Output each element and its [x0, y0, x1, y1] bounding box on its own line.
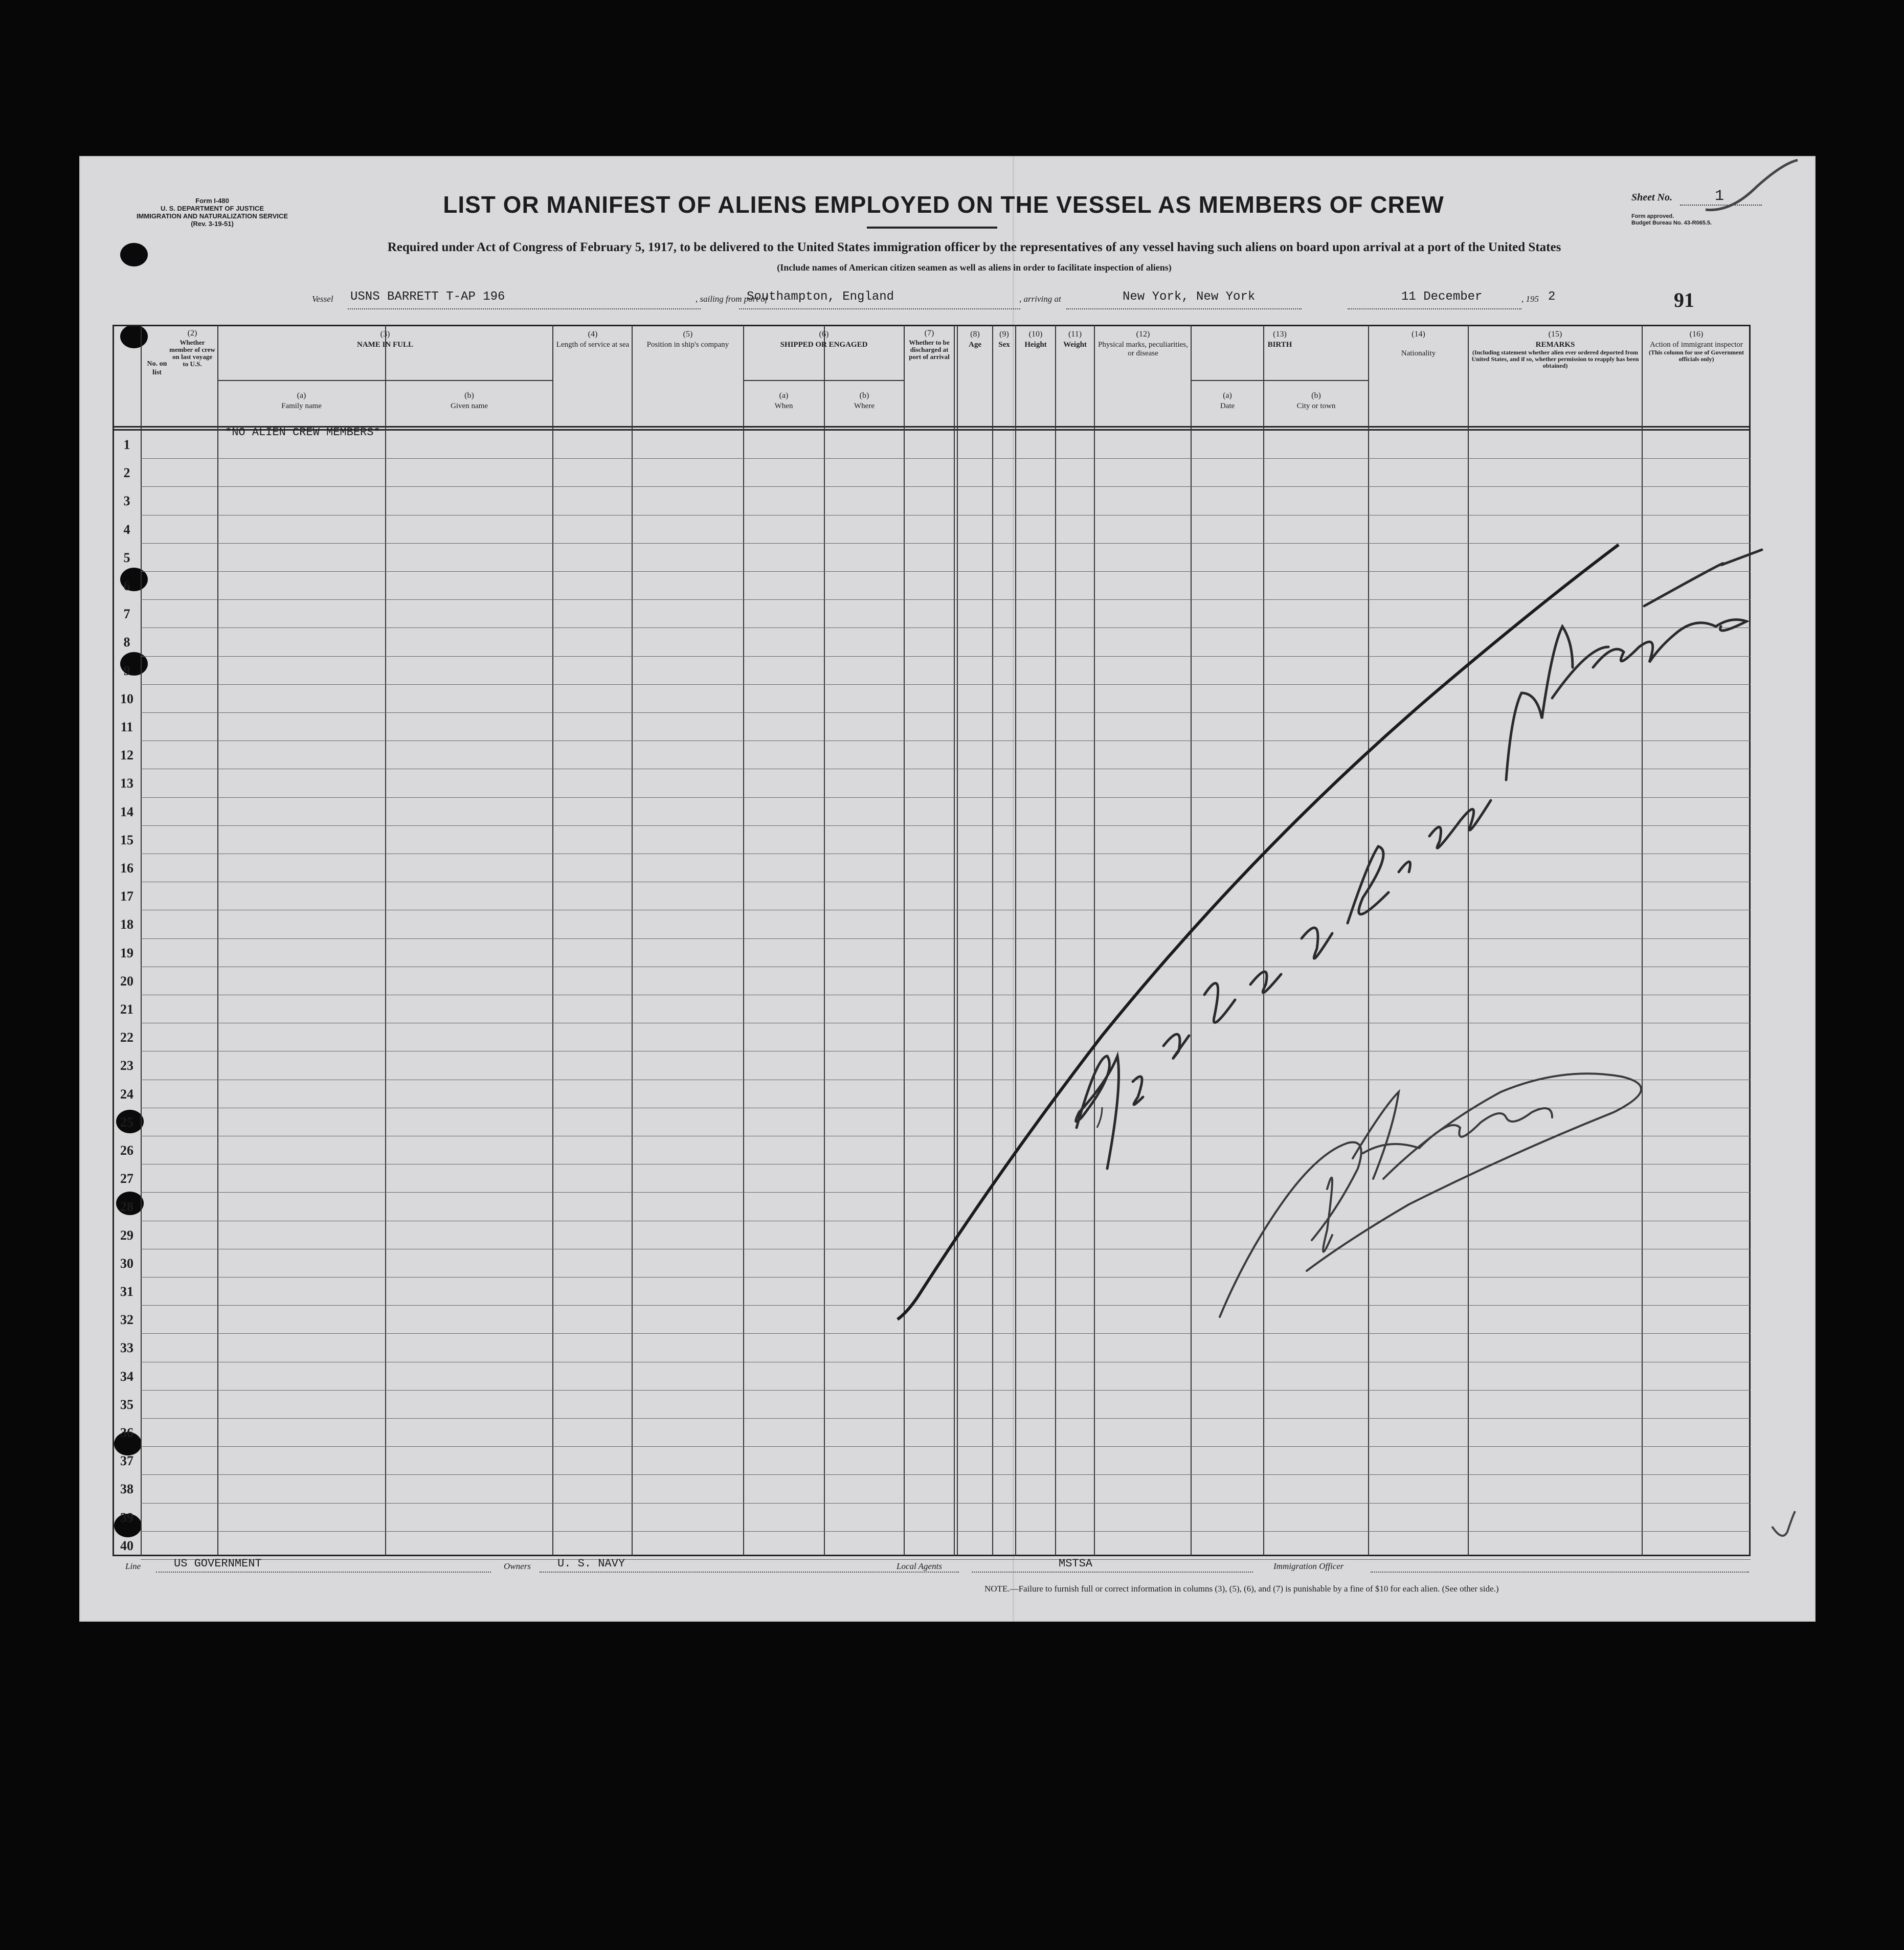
- year-suffix: 2: [1548, 290, 1556, 304]
- sheet-no-value: 1: [1715, 188, 1724, 205]
- row-number: 20: [120, 973, 133, 989]
- check-mark-stroke: [1706, 160, 1798, 210]
- row-number: 19: [120, 945, 133, 960]
- cancel-slash-tail: [1097, 1107, 1102, 1128]
- col-head-text: Whether to be discharged at port of arrival: [909, 339, 950, 361]
- row-number: 5: [123, 550, 130, 565]
- row-number: 1: [123, 437, 130, 452]
- arriving-value: New York, New York: [1123, 290, 1256, 304]
- row-number: 12: [120, 748, 133, 763]
- col-head-text: Where: [854, 402, 875, 410]
- col-head-text: No. on list: [147, 360, 167, 376]
- col-head-subtext: (Including statement whether alien ever ordered deported from United States, and if so, whether permission to reapply has been obtained): [1471, 349, 1639, 369]
- col-head-subtext: (This column for use of Government officials only): [1648, 349, 1744, 363]
- row-number: 4: [123, 522, 130, 537]
- form-instruction: (Include names of American citizen seamen as well as aliens in order to facilitate inspection of aliens): [777, 262, 1172, 273]
- service-name: IMMIGRATION AND NATURALIZATION SERVICE: [136, 212, 288, 220]
- form-subtitle: Required under Act of Congress of February 5, 1917, to be delivered to the United States immigration officer by the representatives of any vessel having such aliens on board upon arrival at a port of the United States: [387, 240, 1561, 254]
- row-number: 28: [120, 1199, 133, 1215]
- col-head-text: Family name: [281, 402, 322, 410]
- annotation-script: [1076, 550, 1762, 1169]
- row-number: 16: [120, 861, 133, 876]
- row-number: 2: [123, 465, 130, 481]
- row-number: 31: [120, 1284, 133, 1299]
- col-head-num: (4): [588, 330, 598, 339]
- owners-label: Owners: [504, 1561, 531, 1571]
- row-number: 38: [120, 1482, 133, 1497]
- col-head-num: (14): [1412, 330, 1425, 339]
- col-head-num: (b): [1311, 391, 1321, 400]
- col-head-text: Given name: [451, 402, 488, 410]
- row-number: 26: [120, 1143, 133, 1158]
- row-number: 18: [120, 917, 133, 932]
- col-head-text: BIRTH: [1267, 341, 1292, 349]
- page-title: LIST OR MANIFEST OF ALIENS EMPLOYED ON THE VESSEL AS MEMBERS OF CREW: [443, 191, 1444, 218]
- row-number: 32: [120, 1312, 133, 1328]
- form-number: Form I-480: [195, 197, 229, 205]
- handwriting-overlay: [79, 156, 1816, 1622]
- col-head-num: (2): [187, 329, 197, 338]
- col-head-text: City or town: [1296, 402, 1336, 410]
- col-head-num: (8): [970, 330, 980, 339]
- col-head-text: SHIPPED OR ENGAGED: [780, 341, 868, 349]
- col-head-num: (13): [1273, 330, 1287, 339]
- col-head-text: Age: [969, 341, 981, 349]
- col-head-num: (15): [1548, 330, 1562, 339]
- col-head-text: Nationality: [1401, 349, 1436, 357]
- row-number: 9: [123, 663, 130, 678]
- col-head-num: (11): [1068, 330, 1082, 339]
- row-number: 36: [120, 1425, 133, 1440]
- row-number: 39: [120, 1510, 133, 1525]
- row-number: 29: [120, 1227, 133, 1243]
- row-number: 37: [120, 1453, 133, 1469]
- sailing-value: Southampton, England: [747, 290, 894, 304]
- department-name: U. S. DEPARTMENT OF JUSTICE: [161, 205, 264, 212]
- manifest-sheet: [79, 156, 1816, 1622]
- col-head-text: Sex: [998, 341, 1010, 349]
- row-number: 8: [123, 635, 130, 650]
- row-number: 11: [120, 720, 133, 734]
- sheet-no-label: Sheet No.: [1631, 192, 1672, 203]
- col-head-num: (16): [1689, 330, 1704, 339]
- col-head-text: Position in ship's company: [646, 341, 729, 349]
- col-head-num: (b): [859, 391, 869, 400]
- col-head-num: (5): [683, 330, 693, 339]
- row-number: 40: [120, 1538, 133, 1553]
- row-number: 17: [120, 889, 133, 904]
- col-head-num: (a): [297, 391, 306, 400]
- row-number: 6: [123, 578, 130, 593]
- row-number: 13: [120, 776, 133, 791]
- initials-scribble: [1220, 1073, 1641, 1317]
- corner-mark: [1772, 1511, 1795, 1536]
- col-head-text: Length of service at sea: [556, 341, 630, 349]
- row-number: 10: [120, 691, 133, 706]
- col-head-text: When: [774, 402, 793, 410]
- col-head-num: (9): [999, 330, 1009, 339]
- col-head-text: Physical marks, peculiarities, or disease: [1098, 341, 1188, 357]
- col-head-num: (a): [1223, 391, 1232, 400]
- agents-label: Local Agents: [897, 1561, 942, 1571]
- budget-bureau-line: Budget Bureau No. 43-R065.5.: [1631, 220, 1712, 226]
- row-number: 22: [120, 1030, 133, 1045]
- row-1-entry: *NO ALIEN CREW MEMBERS*: [225, 426, 380, 439]
- agents-value: MSTSA: [1059, 1557, 1093, 1570]
- row-number: 23: [120, 1058, 133, 1073]
- year-prefix: , 195: [1521, 294, 1539, 304]
- sailing-label: , sailing from port of: [696, 294, 768, 304]
- line-value: US GOVERNMENT: [174, 1557, 262, 1570]
- col-head-num: (6): [819, 330, 829, 339]
- row-number: 34: [120, 1369, 133, 1384]
- row-number: 33: [120, 1340, 133, 1356]
- col-head-num: (b): [464, 391, 474, 400]
- col-head-text: NAME IN FULL: [356, 341, 413, 349]
- penalty-note: NOTE.—Failure to furnish full or correct information in columns (3), (5), (6), and (7) is punishable by a fine of $10 for each alien. (See other side.): [984, 1584, 1499, 1594]
- cancel-slash-stroke: [898, 545, 1619, 1319]
- owners-value: U. S. NAVY: [557, 1557, 625, 1570]
- approval-line: Form approved.: [1631, 213, 1674, 219]
- row-number: 21: [120, 1002, 133, 1017]
- col-head-text: Whether member of crew on last voyage to U.S.: [169, 339, 215, 368]
- vessel-value: USNS BARRETT T-AP 196: [350, 290, 505, 304]
- date-value: 11 December: [1401, 290, 1483, 304]
- row-number: 15: [120, 832, 133, 847]
- line-label: Line: [125, 1561, 141, 1571]
- row-number: 35: [120, 1397, 133, 1412]
- row-number: 25: [120, 1114, 133, 1130]
- col-head-num: (3): [380, 330, 390, 339]
- row-number: 27: [120, 1171, 133, 1186]
- col-head-text: Weight: [1063, 341, 1087, 349]
- col-head-num: (a): [779, 391, 789, 400]
- page-number: 91: [1674, 288, 1694, 311]
- col-head-num: (10): [1028, 330, 1043, 339]
- col-head-text: Height: [1024, 341, 1047, 349]
- row-number: 30: [120, 1256, 133, 1271]
- col-head-num: (12): [1136, 330, 1150, 339]
- officer-label: Immigration Officer: [1273, 1561, 1344, 1571]
- row-number: 14: [120, 804, 133, 819]
- arriving-label: , arriving at: [1019, 294, 1061, 304]
- col-head-text: Date: [1220, 402, 1235, 410]
- row-number: 7: [123, 607, 130, 622]
- revision-date: (Rev. 3-19-51): [191, 220, 234, 228]
- col-head-num: (7): [924, 329, 934, 338]
- vessel-label: Vessel: [312, 294, 333, 304]
- col-head-text: Action of immigrant inspector: [1649, 341, 1743, 349]
- row-number: 24: [120, 1086, 133, 1102]
- row-number: 3: [123, 494, 130, 509]
- col-head-text: REMARKS: [1535, 341, 1575, 349]
